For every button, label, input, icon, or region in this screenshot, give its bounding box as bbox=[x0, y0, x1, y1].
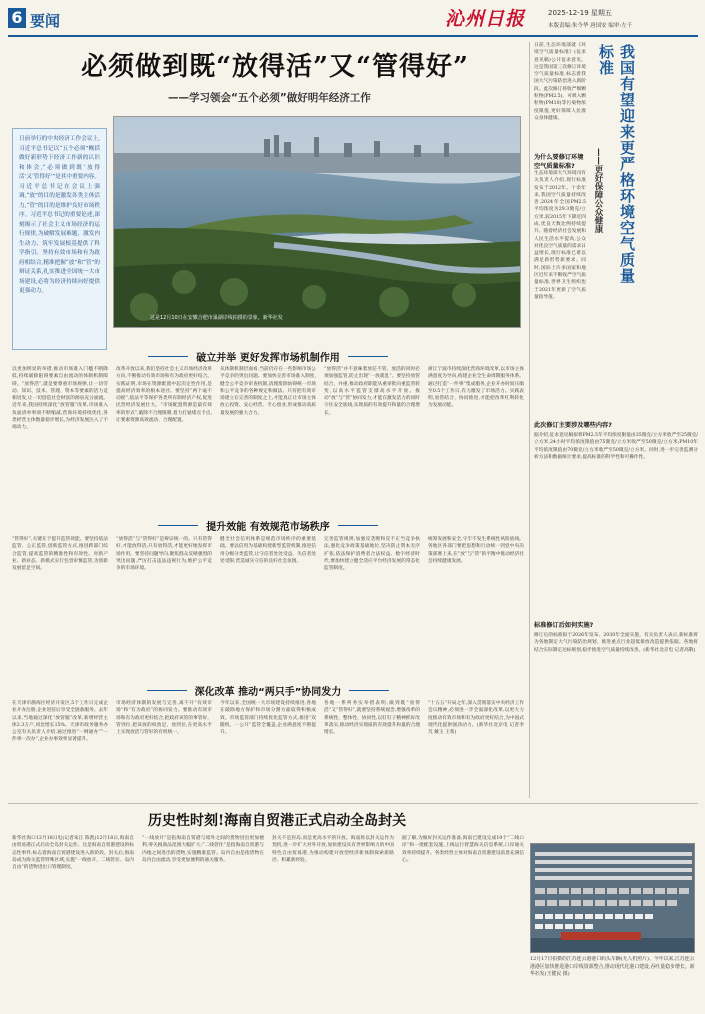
right-lede-cont bbox=[640, 42, 698, 150]
section-2-col-4: 完善监管规则,加强反垄断和反不正当竞争执法,强化竞争政策基础地位,坚决防止资本无序扩张,依法保护消费者合法权益。数字经济时代,要加快建立健全适应平台经济发展的常态化监管制度。 bbox=[324, 537, 420, 572]
intro-box bbox=[12, 128, 107, 350]
section-1-col-4: “放得活”并不意味着放任不管。放活的同时必须加强监管,防止出现“一放就乱”。要坚持放管结合、并重,推动政府职能从重审批向重监管转变,以高水平监管支撑高水平开放。推动“放”与“管”协同发力,才能在激发活力的同时守住安全底线,实现质的有效提升和量的合理增长。 bbox=[324, 367, 420, 416]
section-2-col-3: 健全社会信用体系是规范市场秩序的重要基础。要以信用为基础构建新型监管机制,推进信用分级分类监管,让守信者处处受益、失信者处处受限,营造诚实守信的良好社会氛围。 bbox=[220, 537, 316, 564]
section-3-col-3: 今年以来,全国统一大市场建设持续推进,各地在破除地方保护和市场分割方面取得积极成效。市场监管部门持续优化监管方式,推进“双随机、一公开”监管全覆盖,企业满意度不断提升。 bbox=[220, 701, 316, 736]
editor-credits: 本版责编:朱今华 唐国安 编审:左千 bbox=[548, 23, 633, 29]
section-title: 要闻 bbox=[30, 12, 61, 30]
port-photo-caption: 12月17日拍摄的江苏连云港港口码头车辆(无人机照片)。今年以来,江苏连云港港区加快推进港口岸线资源整合,推动现代化港口建设,吞吐量稳步增长。新华社发(王健民 摄) bbox=[530, 956, 695, 978]
question-1: 为什么要修订环境空气质量标准? bbox=[534, 154, 584, 170]
main-subhead: ——学习领会“五个必须”做好明年经济工作 bbox=[168, 92, 371, 104]
question-3: 标准修订后如何实施? bbox=[534, 622, 594, 629]
section-3-col-2: 市场经济体制的发展与完善,离不开“有效市场”和“有为政府”的协同发力。要推动有效市场和有为政府更好结合,把政府该管的事管好、管到位,把该放的权放足、放到位,在更高水平上实现放活与管好的有机统一。 bbox=[116, 701, 212, 736]
bottom-divider bbox=[8, 803, 698, 804]
section-1-col-1: 以更加明显的举措,推动市场准入门槛不断降低,持续破除阻碍要素自由流动的体制机制障碍。“放得活”,就是要尊重市场规律,让一切劳动、知识、技术、管理、资本等要素的活力竞相迸发,让一切创造社会财富的源泉充分涌流。近年来,我国持续深化“放管服”改革,市场准入负面清单事项不断缩减,营商环境持续优化,各类经营主体数量稳步增长,为经济发展注入了不竭动力。 bbox=[12, 367, 108, 431]
section-2-col-2: “放得活”与“管得好”是辩证统一的。只有管得好,才能放得活;只有放得活,才能更好地发挥市场作用。要坚持问题导向,聚焦群众反映强烈的突出问题,严厉打击违法违规行为,维护公平竞争的市场环境。 bbox=[116, 537, 212, 572]
bottom-headline: 历史性时刻!海南自贸港正式启动全岛封关 bbox=[148, 813, 407, 829]
answer-2: 据介绍,征求意见稿拟将PM2.5年平均浓度限值由35微克/立方米收严至25微克/立方米,24小时平均浓度限值由75微克/立方米收严至50微克/立方米;PM10年平均浓度限值由70微克/立方米收严至50微克/立方米。同时,进一步完善监测分析方法和数据统计要求,提高标准的科学性和可操作性。 bbox=[534, 433, 698, 460]
masthead-logo: 沁州日报 bbox=[445, 8, 526, 30]
header-rule bbox=[8, 35, 698, 37]
bottom-col-3: 封关不是封岛,而是更高水平的开放。海南将以封关运作为契机,进一步扩大对外开放,加快建设具有世界影响力的中国特色自由贸易港,为推动构建开放型经济新体制探索新路径、积累新经验。 bbox=[272, 836, 394, 863]
right-subhead: ——更好保障公众健康 bbox=[593, 148, 603, 233]
section-2-col-1: “管得好”,关键在于提升监管效能。要坚持依法监管、公正监管,创新监管方式,推进跨部门综合监管,提高监管的精准性和有效性。对新产业、新业态、新模式实行包容审慎监管,为创新发展留足空间。 bbox=[12, 537, 108, 572]
issue-date: 2025-12-19 星期五 bbox=[548, 9, 612, 17]
lake-aerial-illustration bbox=[114, 117, 521, 328]
section-3-title: 深化改革 推动“两只手”协同发力 bbox=[12, 683, 524, 697]
section-1-title: 破立并举 更好发挥市场机制作用 bbox=[12, 349, 524, 363]
section-1-col-3: 从体制机制层面看,当前仍存在一些影响市场公平竞争的突出问题。要加快完善市场准入制度,健全公平竞争审查机制,清理废除妨碍统一市场和公平竞争的各种规定和做法。只有把有效市场建立在完善的制度之上,才能真正让市场主体放心投资、安心经营、专心创业,形成推动高质量发展的强大合力。 bbox=[220, 367, 316, 416]
intro-text: 日前举行的中央经济工作会议上,习近平总书记以“五个必须”概括做好新形势下经济工作新的认识和体会,“必须做到既‘放得活’又‘管得好’”是其中重要内容。习近平总书记在会议上强调,“放”的目的是激发各类主体活力,“管”的目的是维护良好市场秩序。习近平总书记的重要论述,深刻揭示了社会主义市场经济的运行规律,为破解发展难题、激发内生动力、筑牢发展根基提供了科学指引。坚持有效市场和有为政府相结合,精准把握“放”和“管”的辩证关系,扎实推进全国统一大市场建设,必将为经济持续向好提供更强动力。 bbox=[19, 136, 100, 294]
right-lede: 日前,生态环境部就《环境空气质量标准》(征求意见稿)公开征求意见。这是我国第三次修订环境空气质量标准,标志着我国大气污染防治进入新阶段。此次修订将收严细颗粒物(PM2.5)、可吸入颗粒物(PM10)等污染物浓度限值,更好保障人民群众身体健康。 bbox=[534, 43, 586, 121]
port-photo bbox=[530, 843, 695, 953]
main-headline: 必须做到既“放得活”又“管得好” bbox=[81, 52, 469, 82]
right-headline: 我国有望迎来更严格环境空气质量标准 bbox=[597, 44, 636, 284]
section-3-col-5: “十五五”开局之年,深入贯彻落实中央经济工作会议精神,必须进一步全面深化改革,以更大力度推动有效市场和有为政府更好结合,为中国式现代化提供强劲动力。(新华社北京电 记者李芃 戴玉 王希) bbox=[428, 701, 524, 736]
section-3-col-1: 在天津市静海区经济开发区,5个工作日完成企业开办注册,企业进驻后享受全链条服务。去年以来,当地通过深化“放管服”改革,新增经营主体2.3万户,同比增长15%。天津市政务服务办公室有关负责人介绍,通过推进“一网通办”“一件事一次办”,企业办事效率显著提升。 bbox=[12, 701, 108, 743]
bottom-col-2: “一线放开”是指海南自贸港与境外之间的货物进出更加便利,零关税商品范围大幅扩大;“二线管住”是指海南自贸港与内地之间进出的货物,实施精准监管。岛内自由是指货物在岛内自由流动,享受更加便利的通关服务。 bbox=[142, 836, 264, 863]
column-divider bbox=[529, 42, 530, 798]
answer-1: 生态环境部大气环境司有关负责人介绍,现行标准发布于2012年。十余年来,我国空气质量持续改善,2024年全国PM2.5平均浓度为29.3微克/立方米,较2015年下降近四成,优良天数比例持续提升。随着经济社会发展和人民生活水平提高,公众对优良空气质量的需求日益增长,现行标准已难以满足新形势新要求。同时,国际上许多国家和地区近年来不断收严空气质量标准,世界卫生组织也于2021年更新了空气质量指导值。 bbox=[534, 171, 586, 300]
answer-3: 修订后的标准拟于2026年发布、2030年全面实施。有关负责人表示,新标准将为各地制定大气污染防治规划、推进重点行业超低排放改造提供依据。各地将结合实际制定达标规划,稳步推进空气质量持续改善。(新华社北京电 记者高敬) bbox=[534, 633, 698, 653]
question-2: 此次修订主要涉及哪些内容? bbox=[534, 422, 612, 429]
section-1-col-2: 改革开放以来,我们坚持社会主义市场经济改革方向,不断推动有效市场和有为政府更好结合。实践证明,市场在资源配置中起决定性作用,是提高经济效率的根本途径。要坚持“两个毫不动摇”,依法平等保护各类所有制经济产权,促进民营经济发展壮大。“市场配置资源是最有效率的形式”,破除不合理限制,着力打通堵点卡点,让要素资源高效流动、合理配置。 bbox=[116, 367, 212, 423]
photo-caption: 这是12月10日在安徽合肥市巢湖岸线拍摄的景象。新华社发 bbox=[150, 315, 283, 321]
section-2-col-5: 统筹发展和安全,守牢不发生系统性风险底线。各地区各部门要把思想和行动统一到党中央决策部署上来,在“放”与“管”的平衡中推动经济社会持续健康发展。 bbox=[428, 537, 524, 564]
port-illustration bbox=[531, 844, 695, 953]
bottom-col-4: 据了解,为做好封关运作准备,海南已建设完成10个“二线口岸”和一批配套设施,上线运行智慧海关信息系统,口岸通关效率持续提升。各类经营主体对海南自贸港建设前景充满信心。 bbox=[402, 836, 524, 863]
section-1-col-5: 浙江宁波市持续深化营商环境改革,以市场主体满意度为导向,构建企业全生命周期服务体系。通过打造“一件事”集成服务,企业开办时间压缩至0.5个工作日,有力激发了市场活力。实践表明,放管结合、协同推进,才能把改革红利转化为发展动能。 bbox=[428, 367, 524, 409]
page-number-badge: 6 bbox=[8, 8, 26, 28]
section-2-title: 提升效能 有效规范市场秩序 bbox=[12, 518, 524, 532]
section-3-col-4: 各地一系列务实举措表明,做到既“放得活”又“管得好”,就要坚持系统观念,增强改革的系统性、整体性、协同性,以钉钉子精神抓好改革落实,推动经济实现质的有效提升和量的合理增长。 bbox=[324, 701, 420, 736]
bottom-col-1: 新华社海口12月18日电(记者朱江 陈凯)12月18日,海南自由贸易港正式启动全岛封关运作。这是海南自贸港建设的标志性事件,标志着海南自贸港建设进入新阶段。封关后,海南岛成为海关监管特殊区域,实施“一线放开、二线管住、岛内自由”的货物进出口管理制度。 bbox=[12, 836, 134, 871]
lake-aerial-photo bbox=[113, 116, 521, 328]
